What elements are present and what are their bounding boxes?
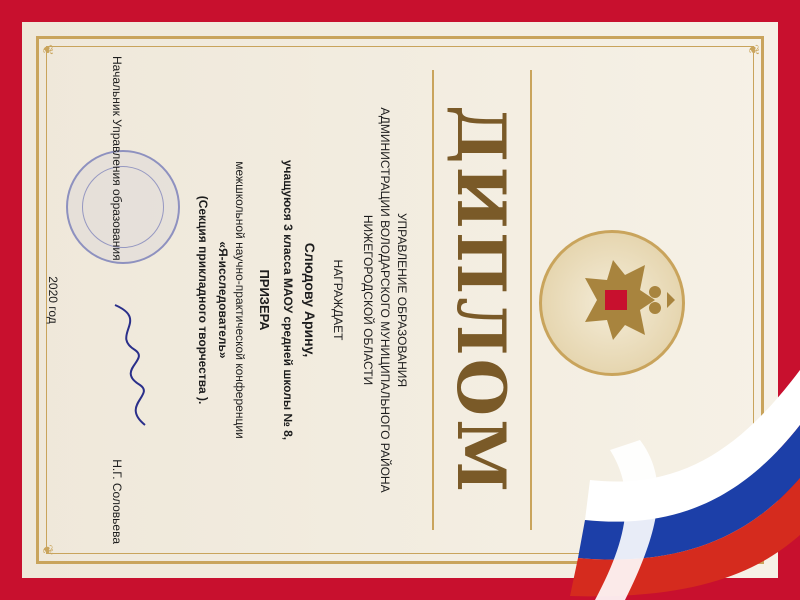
diploma-title: ДИПЛОМ — [442, 104, 520, 496]
pupil-info: учащуюся 3 класса МАОУ средней школы № 8, — [281, 159, 295, 441]
recipient-name: Слюдову Арину, — [302, 242, 318, 358]
corner-ornament-icon: ❦ — [39, 544, 55, 556]
coat-of-arms-emblem-icon — [539, 230, 685, 376]
conference-info — [214, 40, 248, 560]
issue-year: 2020 год — [46, 276, 60, 324]
signer-title: Начальник Управления образования — [110, 56, 124, 261]
org-line-3: НИЖЕГОРОДСКОЙ ОБЛАСТИ — [361, 214, 375, 386]
corner-ornament-icon: ❦ — [39, 44, 55, 56]
signer-name: Н.Г. Соловьева — [110, 459, 124, 544]
conference-line: межшкольной научно-практической конференции — [233, 161, 247, 439]
prize-place: ПРИЗЕРА — [257, 269, 272, 331]
signature-icon — [100, 300, 160, 430]
tricolor-ribbon-icon — [530, 330, 800, 600]
org-line-1: УПРАВЛЕНИЕ ОБРАЗОВАНИЯ — [395, 212, 409, 388]
org-line-2: АДМИНИСТРАЦИИ ВОЛОДАРСКОГО МУНИЦИПАЛЬНОГО РАЙОНА — [378, 107, 392, 493]
corner-ornament-icon: ❦ — [745, 44, 761, 56]
section-name: (Секция прикладного творчества ). — [196, 195, 210, 405]
awards-label: НАГРАЖДАЕТ — [331, 259, 345, 341]
issuing-organization — [359, 40, 410, 560]
conference-name: «Я-исследователь» — [216, 241, 230, 359]
